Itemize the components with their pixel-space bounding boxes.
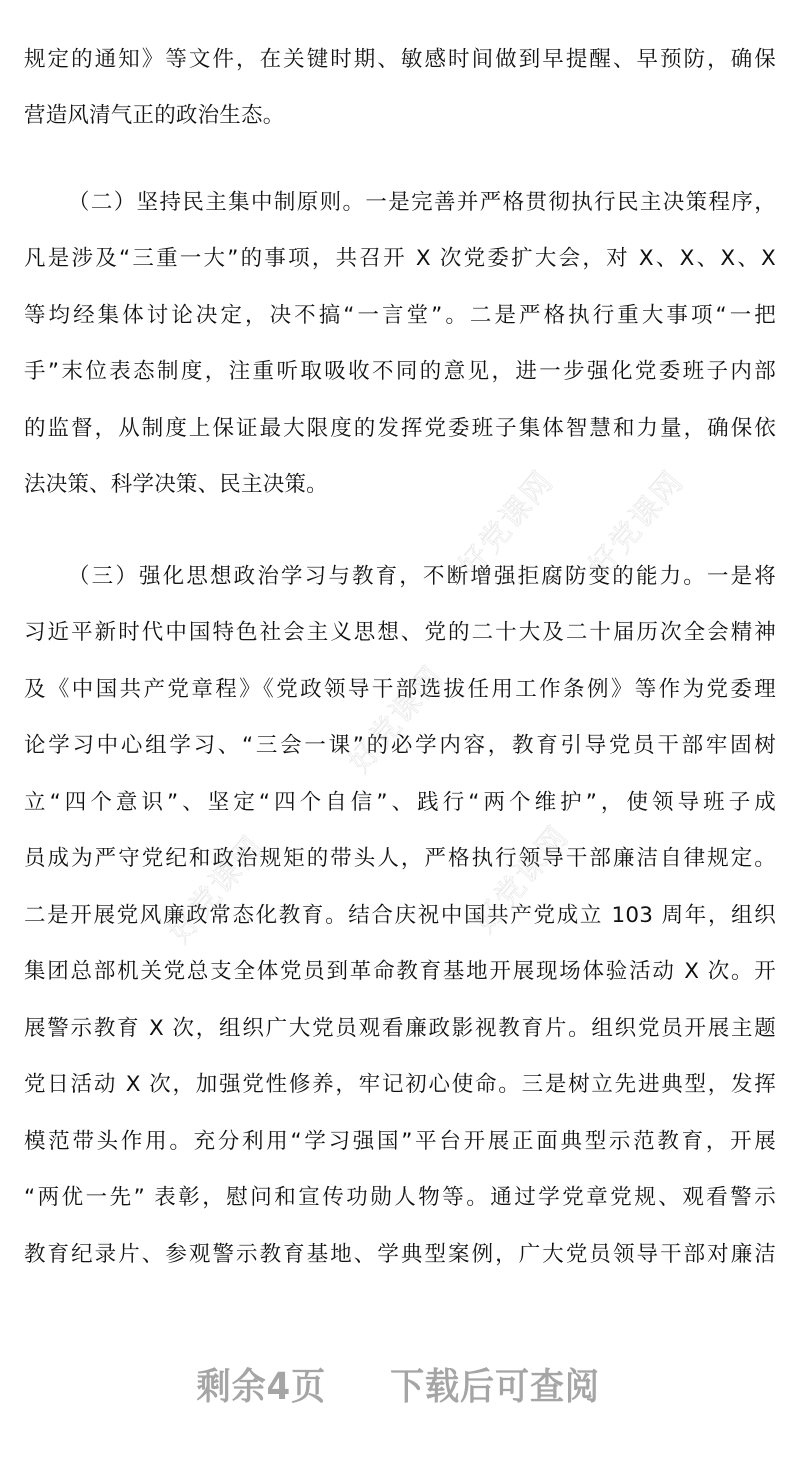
- watermark: 好党课网: [452, 463, 562, 585]
- text-line: “两优一先” 表彰，慰问和宣传功勋人物等。通过学党章党规、观看警示: [24, 1185, 776, 1210]
- text-line: 法决策、科学决策、民主决策。: [24, 472, 328, 497]
- text-line: 教育纪录片、参观警示教育基地、学典型案例，广大党员领导干部对廉洁: [24, 1242, 776, 1267]
- text-line: 立“四个意识”、坚定“四个自信”、践行“两个维护”，使领导班子成: [24, 790, 776, 815]
- text-line: 习近平新时代中国特色社会主义思想、党的二十大及二十届历次全会精神: [24, 620, 776, 645]
- paragraph-heading-line: （二）坚持民主集中制原则。一是完善并严格贯彻执行民主决策程序，: [68, 190, 776, 215]
- paragraph-heading-line: （三）强化思想政治学习与教育，不断增强拒腐防变的能力。一是将: [68, 564, 776, 589]
- watermark: 好党课网: [342, 658, 452, 780]
- text-line: 论学习中心组学习、“三会一课”的必学内容，教育引导党员干部牢固树: [24, 733, 776, 758]
- text-line: 二是开展党风廉政常态化教育。结合庆祝中国共产党成立 103 周年，组织: [24, 903, 776, 928]
- text-line: 凡是涉及“三重一大”的事项，共召开 X 次党委扩大会，对 X、X、X、X: [24, 246, 776, 271]
- text-line: 手”末位表态制度，注重听取吸收不同的意见，进一步强化党委班子内部: [24, 359, 776, 384]
- download-banner[interactable]: [0, 1358, 800, 1408]
- text-line: 的监督，从制度上保证最大限度的发挥党委班子集体智慧和力量，确保依: [24, 416, 776, 441]
- watermark: 好党课网: [582, 463, 692, 585]
- remaining-pages-label: 剩余4页: [196, 1365, 326, 1408]
- text-line: 集团总部机关党总支全体党员到革命教育基地开展现场体验活动 X 次。开: [24, 959, 776, 984]
- text-line: 及《中国共产党章程》《党政领导干部选拔任用工作条例》等作为党委理: [24, 677, 776, 702]
- text-line: 党日活动 X 次，加强党性修养，牢记初心使命。三是树立先进典型，发挥: [24, 1072, 776, 1097]
- watermark: 好党课网: [162, 828, 272, 950]
- download-hint-label[interactable]: 下载后可查阅: [390, 1365, 601, 1408]
- text-line: 规定的通知》等文件，在关键时期、敏感时间做到早提醒、早预防，确保: [24, 47, 776, 72]
- text-line: 营造风清气正的政治生态。: [24, 103, 285, 128]
- watermark: 好党课网: [467, 818, 577, 940]
- text-line: 模范带头作用。充分利用“学习强国”平台开展正面典型示范教育，开展: [24, 1129, 776, 1154]
- text-line: 等均经集体讨论决定，决不搞“一言堂”。二是严格执行重大事项“一把: [24, 303, 776, 328]
- text-line: 展警示教育 X 次，组织广大党员观看廉政影视教育片。组织党员开展主题: [24, 1016, 776, 1041]
- text-line: 员成为严守党纪和政治规矩的带头人，严格执行领导干部廉洁自律规定。: [24, 846, 776, 871]
